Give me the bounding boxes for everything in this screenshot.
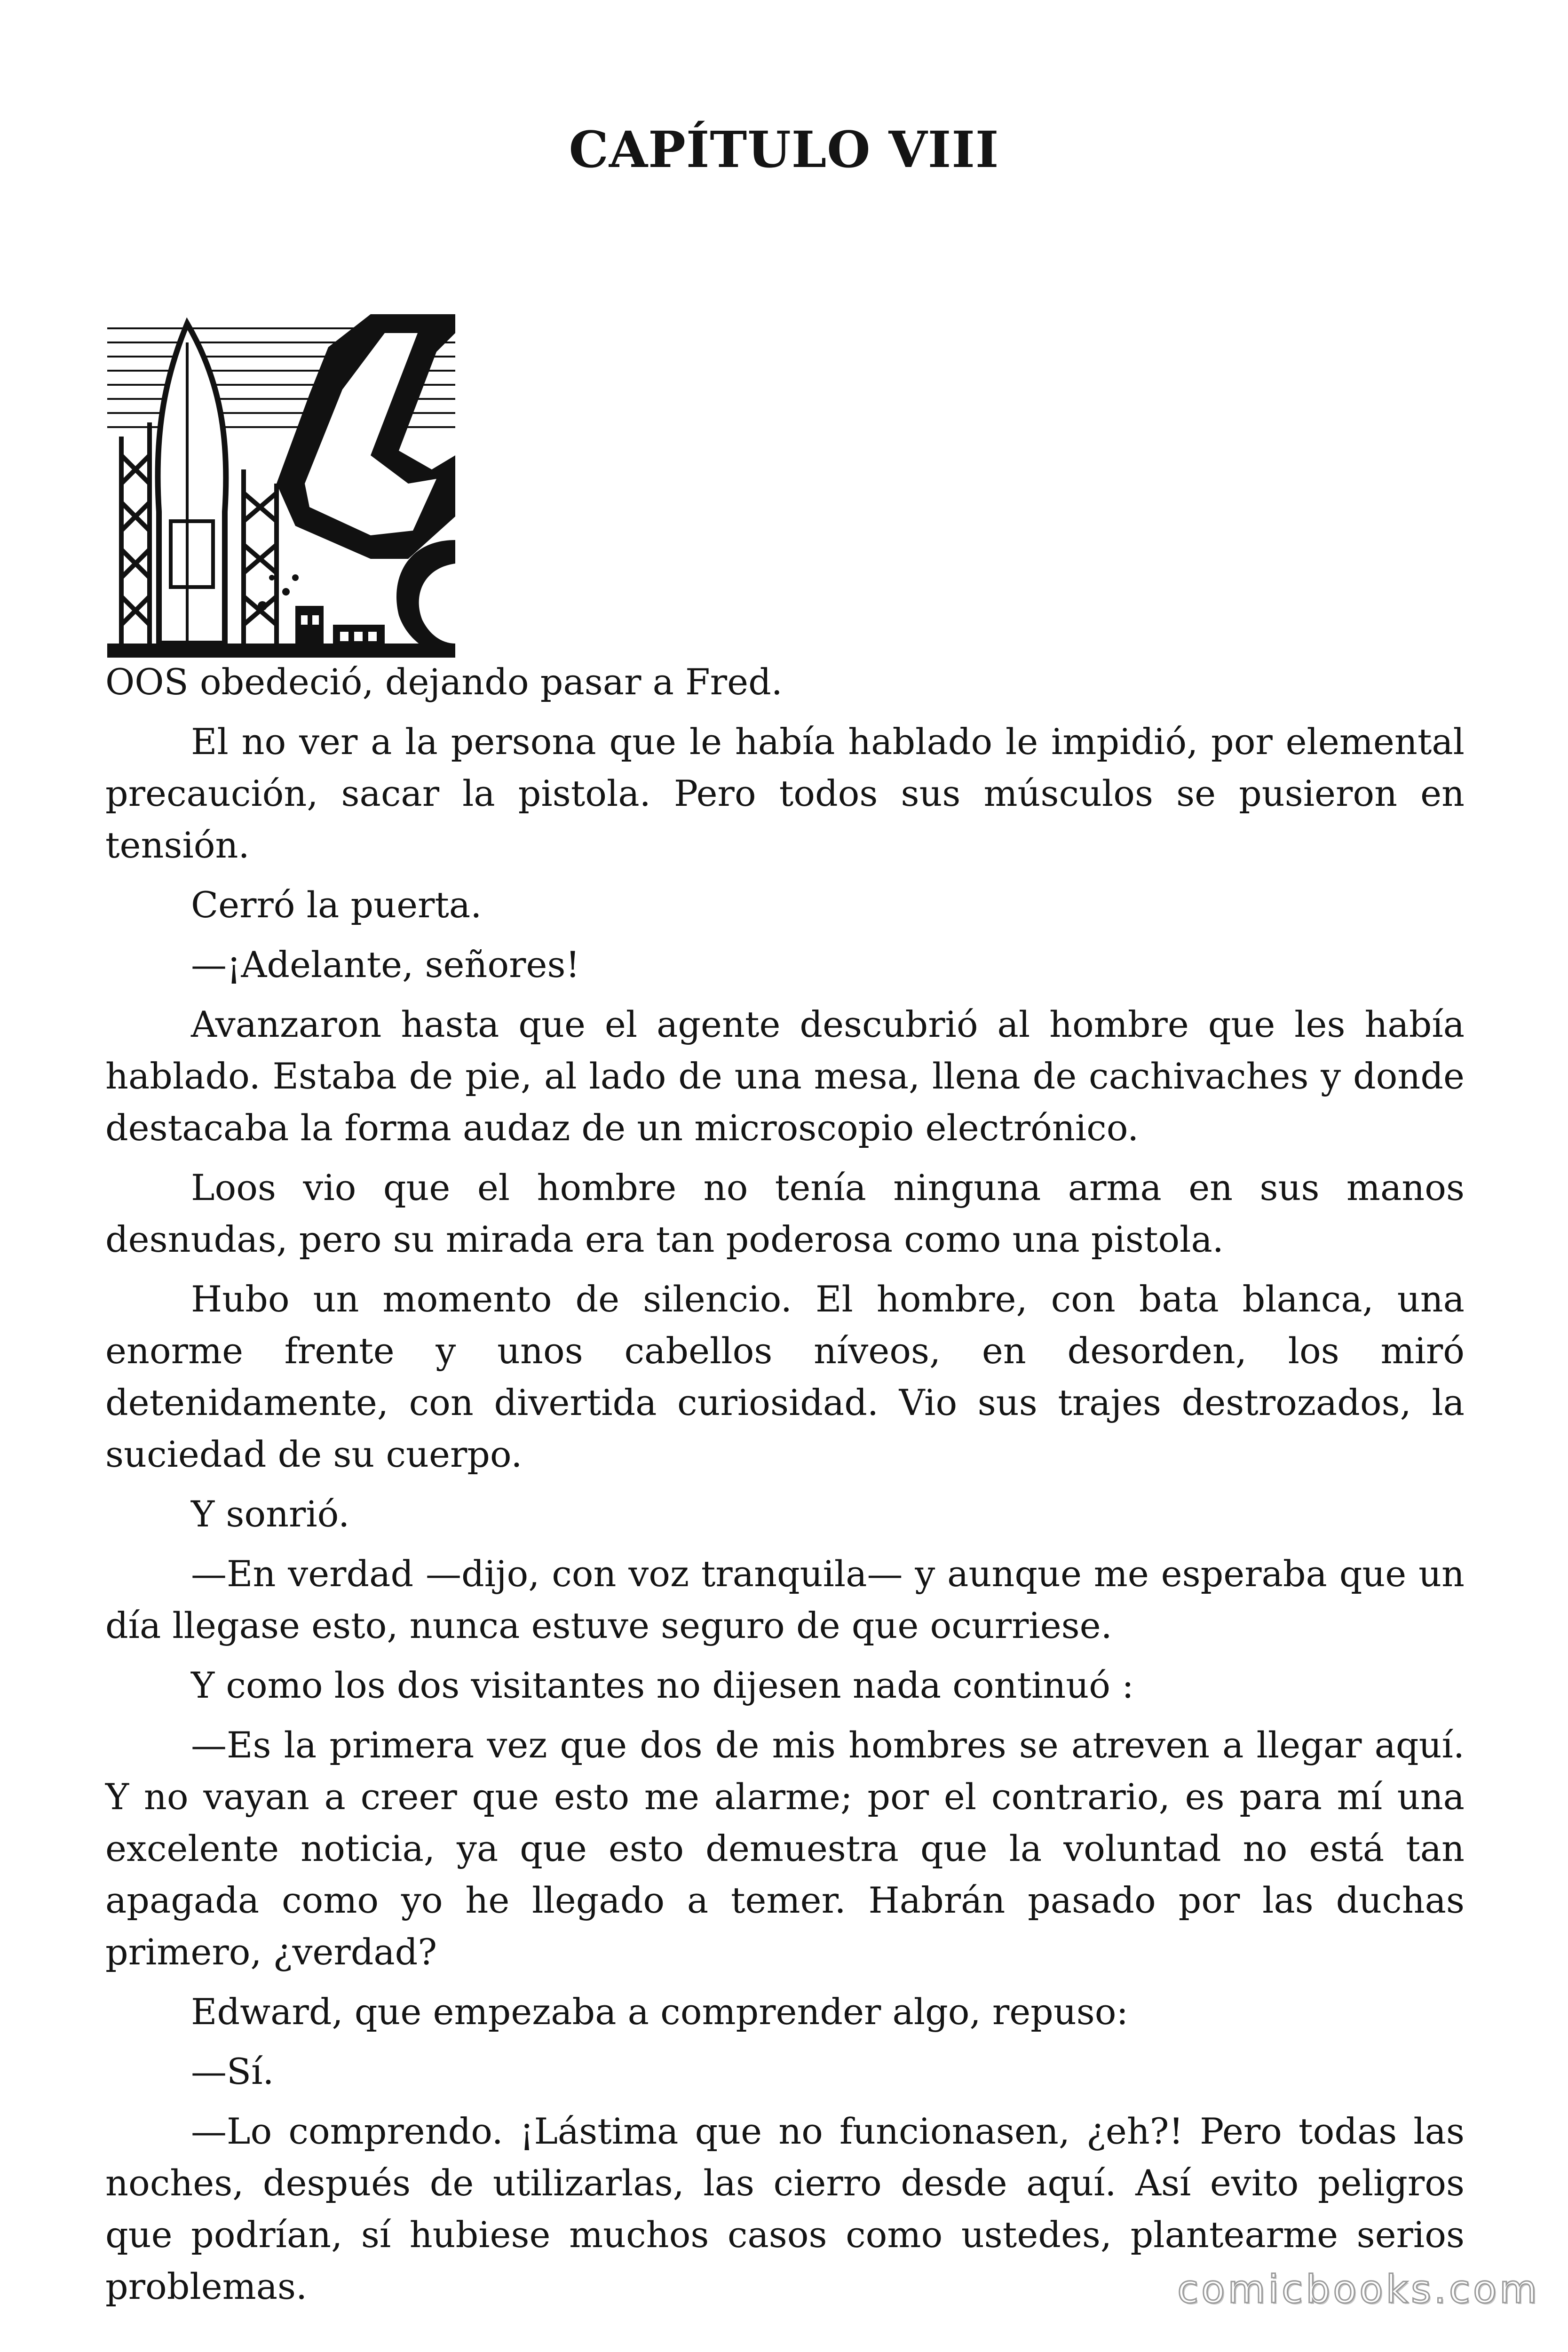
- paragraph: Loos vio que el hombre no tenía ninguna arma en sus manos desnudas, pero su mirada era tan poderosa como una pistola.: [105, 1167, 1465, 1260]
- paragraph: —Sí.: [191, 2050, 274, 2092]
- paragraph: —Lo comprendo. ¡Lástima que no funcionasen, ¿eh?! Pero todas las noches, después de utilizarlas, las cierro desde aquí. Así evito peligros que podrían, sí hubiese muchos casos como ustedes, plantearme serios problemas.: [105, 2110, 1465, 2307]
- chapter-body: [105, 656, 1465, 2320]
- chapter-title: CAPÍTULO VIII: [569, 120, 999, 179]
- paragraph: —Es la primera vez que dos de mis hombres se atreven a llegar aquí. Y no vayan a creer que esto me alarme; por el contrario, es para mí una excelente noticia, ya que esto demuestra que la voluntad no está tan apagada como yo he llegado a temer. Habrán pasado por las duchas primero, ¿verdad?: [105, 1724, 1465, 1973]
- paragraph: Y sonrió.: [191, 1493, 350, 1535]
- paragraph: Cerró la puerta.: [191, 884, 482, 926]
- paragraph: Edward, que empezaba a comprender algo, repuso:: [191, 1991, 1129, 2033]
- watermark: comicbooks.com: [1177, 2267, 1540, 2312]
- paragraph: —¡Adelante, señores!: [191, 944, 580, 985]
- drop-cap-illustration: [107, 314, 455, 658]
- paragraph: Hubo un momento de silencio. El hombre, con bata blanca, una enorme frente y unos cabellos níveos, en desorden, los miró detenidamente, con divertida curiosidad. Vio sus trajes destrozados, la suciedad de su cuerpo.: [105, 1278, 1465, 1475]
- paragraph: OOS obedeció, dejando pasar a Fred.: [105, 661, 783, 703]
- paragraph: Avanzaron hasta que el agente descubrió al hombre que les había hablado. Estaba de pie, al lado de una mesa, llena de cachivaches y donde destacaba la forma audaz de un microscopio electrónico.: [105, 1003, 1465, 1149]
- rocket-launch-icon: [107, 314, 455, 658]
- paragraph: —En verdad —dijo, con voz tranquila— y aunque me esperaba que un día llegase esto, nunca estuve seguro de que ocurriese.: [105, 1553, 1465, 1646]
- paragraph: Y como los dos visitantes no dijesen nada continuó :: [191, 1664, 1134, 1706]
- paragraph: El no ver a la persona que le había hablado le impidió, por elemental precaución, sacar la pistola. Pero todos sus músculos se pusieron en tensión.: [105, 721, 1465, 866]
